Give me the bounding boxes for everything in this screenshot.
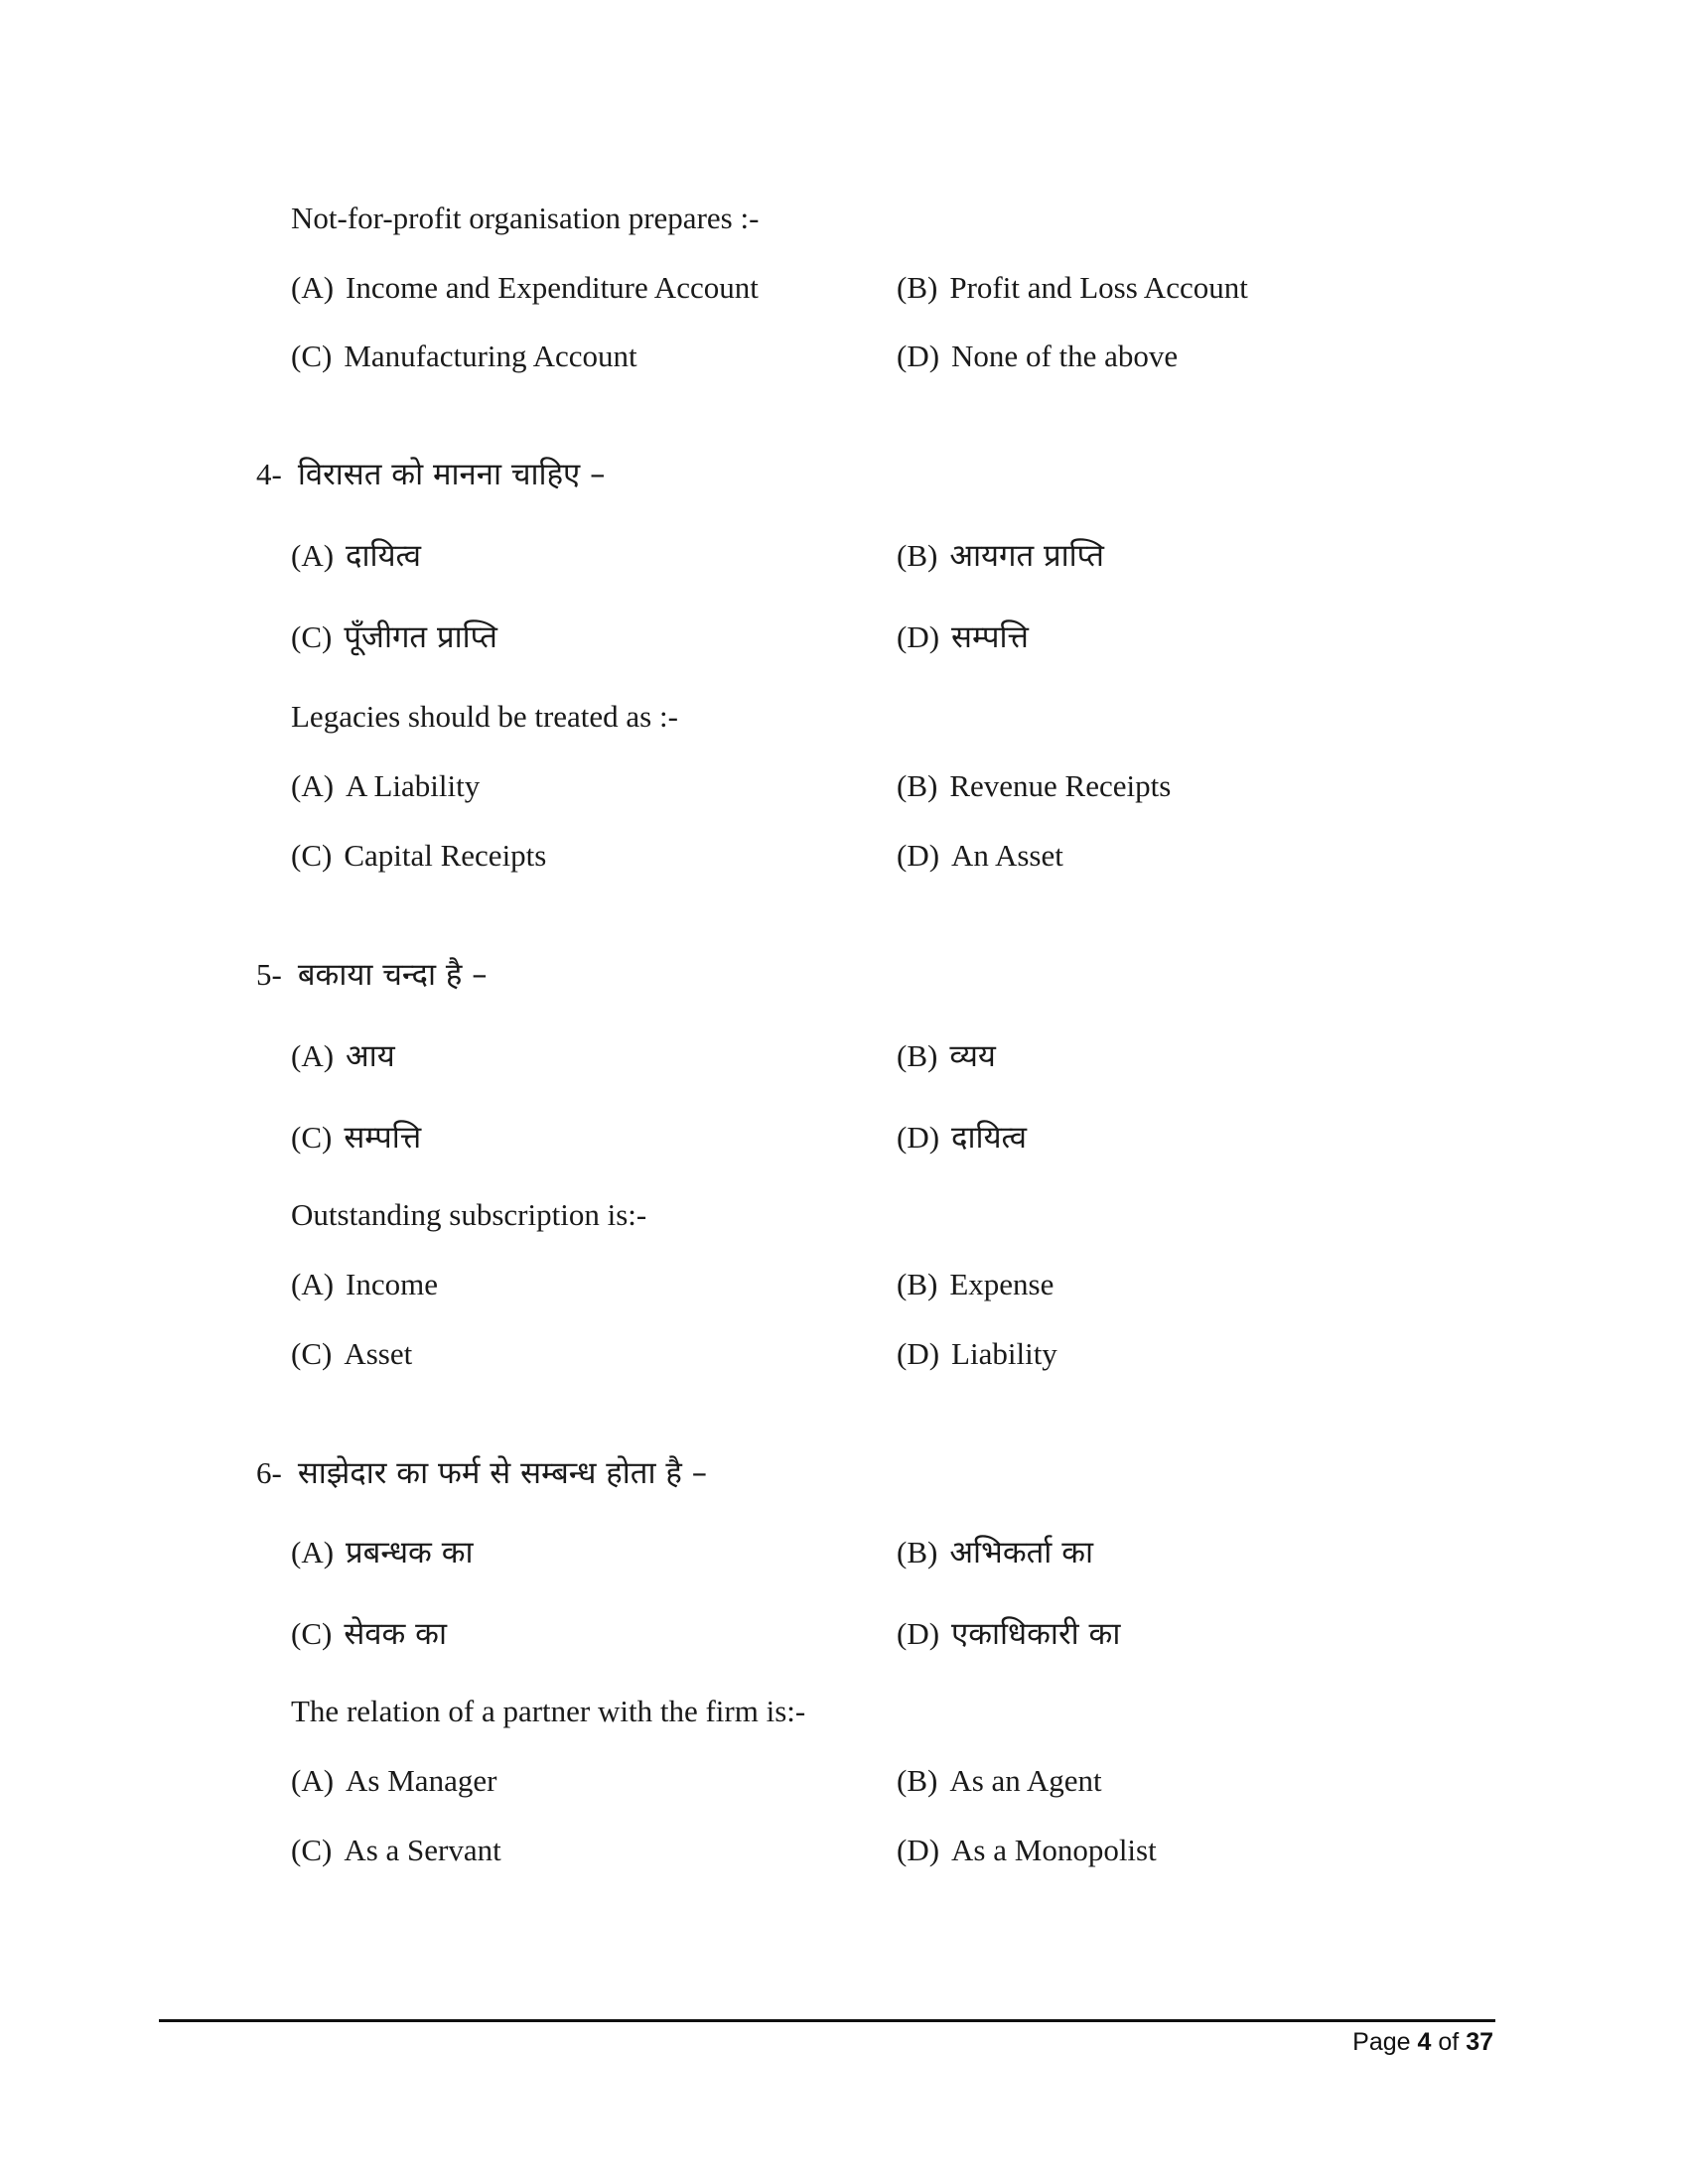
option-text: Expense <box>949 1267 1055 1301</box>
q4-stem-hi <box>256 453 606 496</box>
q4-option-a-en <box>291 764 480 814</box>
q4-stem-en: Legacies should be treated as :- <box>291 699 678 734</box>
q5-stem-hi <box>256 953 488 997</box>
option-label: (C) <box>291 838 333 873</box>
q5-option-b-en <box>897 1263 1054 1312</box>
option-label: (B) <box>897 1763 938 1798</box>
option-label: (B) <box>897 1535 938 1570</box>
option-label: (D) <box>897 619 940 654</box>
q3-option-c <box>291 335 637 384</box>
option-text: None of the above <box>951 339 1179 373</box>
page-word: Page <box>1352 2028 1411 2056</box>
q6-option-b-en <box>897 1759 1102 1809</box>
q6-option-d-en <box>897 1829 1157 1878</box>
option-text: As a Servant <box>344 1833 501 1867</box>
option-text: सेवक का <box>344 1616 448 1652</box>
option-label: (D) <box>897 838 940 873</box>
option-text: Profit and Loss Account <box>949 270 1248 305</box>
option-text: An Asset <box>951 838 1063 873</box>
option-text: आयगत प्राप्ति <box>949 538 1104 574</box>
option-label: (B) <box>897 1267 938 1301</box>
q5-option-a-en <box>291 1263 438 1312</box>
q6-stem-en: The relation of a partner with the firm is:- <box>291 1694 806 1728</box>
q6-option-a-hi <box>291 1531 474 1580</box>
option-label: (B) <box>897 768 938 803</box>
option-text: As a Monopolist <box>951 1833 1157 1867</box>
option-label: (C) <box>291 1336 333 1371</box>
q4-option-d-hi <box>897 615 1029 665</box>
option-text: Capital Receipts <box>344 838 547 873</box>
option-text: दायित्व <box>951 1120 1027 1156</box>
question-number: 5- <box>256 957 282 992</box>
q6-option-d-hi <box>897 1612 1120 1662</box>
question-text: बकाया चन्दा है – <box>297 957 488 993</box>
q6-option-c-en <box>291 1829 501 1878</box>
q5-option-c-en <box>291 1332 412 1382</box>
question-number: 6- <box>256 1455 282 1490</box>
option-text: सम्पत्ति <box>951 619 1029 655</box>
option-label: (C) <box>291 1120 333 1155</box>
q4-option-c-en <box>291 834 546 884</box>
option-text: सम्पत्ति <box>344 1120 422 1156</box>
page-total: 37 <box>1466 2028 1493 2056</box>
option-text: A Liability <box>346 768 481 803</box>
q4-option-b-en <box>897 764 1171 814</box>
q4-option-a-hi <box>291 534 421 584</box>
option-label: (C) <box>291 1616 333 1651</box>
page-current: 4 <box>1417 2028 1432 2056</box>
option-text: As an Agent <box>949 1763 1102 1798</box>
option-text: व्यय <box>949 1038 996 1074</box>
option-label: (B) <box>897 1038 938 1073</box>
option-label: (A) <box>291 768 335 803</box>
option-text: Income and Expenditure Account <box>346 270 759 305</box>
q5-option-d-hi <box>897 1116 1027 1165</box>
q6-option-a-en <box>291 1759 496 1809</box>
option-label: (D) <box>897 1616 940 1651</box>
question-text: साझेदार का फर्म से सम्बन्ध होता है – <box>297 1455 708 1491</box>
q3-option-b <box>897 266 1248 316</box>
question-number: 4- <box>256 457 282 491</box>
option-label: (A) <box>291 1267 335 1301</box>
option-label: (D) <box>897 1833 940 1867</box>
q5-option-c-hi <box>291 1116 421 1165</box>
of-word: of <box>1438 2028 1460 2056</box>
q6-stem-hi <box>256 1451 707 1495</box>
option-text: Liability <box>951 1336 1057 1371</box>
q5-option-d-en <box>897 1332 1057 1382</box>
option-label: (A) <box>291 1038 335 1073</box>
option-label: (A) <box>291 1535 335 1570</box>
q5-option-b-hi <box>897 1034 996 1084</box>
q4-option-d-en <box>897 834 1063 884</box>
q4-option-b-hi <box>897 534 1104 584</box>
q5-stem-en: Outstanding subscription is:- <box>291 1197 647 1232</box>
option-label: (C) <box>291 619 333 654</box>
q4-option-c-hi <box>291 615 497 665</box>
option-label: (D) <box>897 339 940 373</box>
q6-option-b-hi <box>897 1531 1093 1580</box>
footer-divider <box>159 2019 1495 2022</box>
option-text: दायित्व <box>346 538 421 574</box>
option-text: आय <box>346 1038 395 1074</box>
option-label: (D) <box>897 1120 940 1155</box>
page-number <box>1352 2025 1493 2059</box>
option-text: Asset <box>344 1336 413 1371</box>
option-label: (C) <box>291 339 333 373</box>
q5-option-a-hi <box>291 1034 395 1084</box>
option-label: (D) <box>897 1336 940 1371</box>
option-text: As Manager <box>346 1763 497 1798</box>
option-label: (A) <box>291 538 335 573</box>
option-text: अभिकर्ता का <box>949 1535 1094 1570</box>
option-text: Revenue Receipts <box>949 768 1172 803</box>
option-label: (A) <box>291 1763 335 1798</box>
q6-option-c-hi <box>291 1612 447 1662</box>
option-text: प्रबन्धक का <box>346 1535 474 1570</box>
option-label: (C) <box>291 1833 333 1867</box>
option-label: (B) <box>897 270 938 305</box>
q3-stem-en: Not-for-profit organisation prepares :- <box>291 201 760 235</box>
question-text: विरासत को मानना चाहिए – <box>297 457 606 492</box>
option-text: Income <box>346 1267 439 1301</box>
option-label: (A) <box>291 270 335 305</box>
option-text: पूँजीगत प्राप्ति <box>344 619 497 655</box>
option-text: एकाधिकारी का <box>951 1616 1121 1652</box>
option-label: (B) <box>897 538 938 573</box>
q3-option-a <box>291 266 759 316</box>
option-text: Manufacturing Account <box>344 339 637 373</box>
q3-option-d <box>897 335 1178 384</box>
